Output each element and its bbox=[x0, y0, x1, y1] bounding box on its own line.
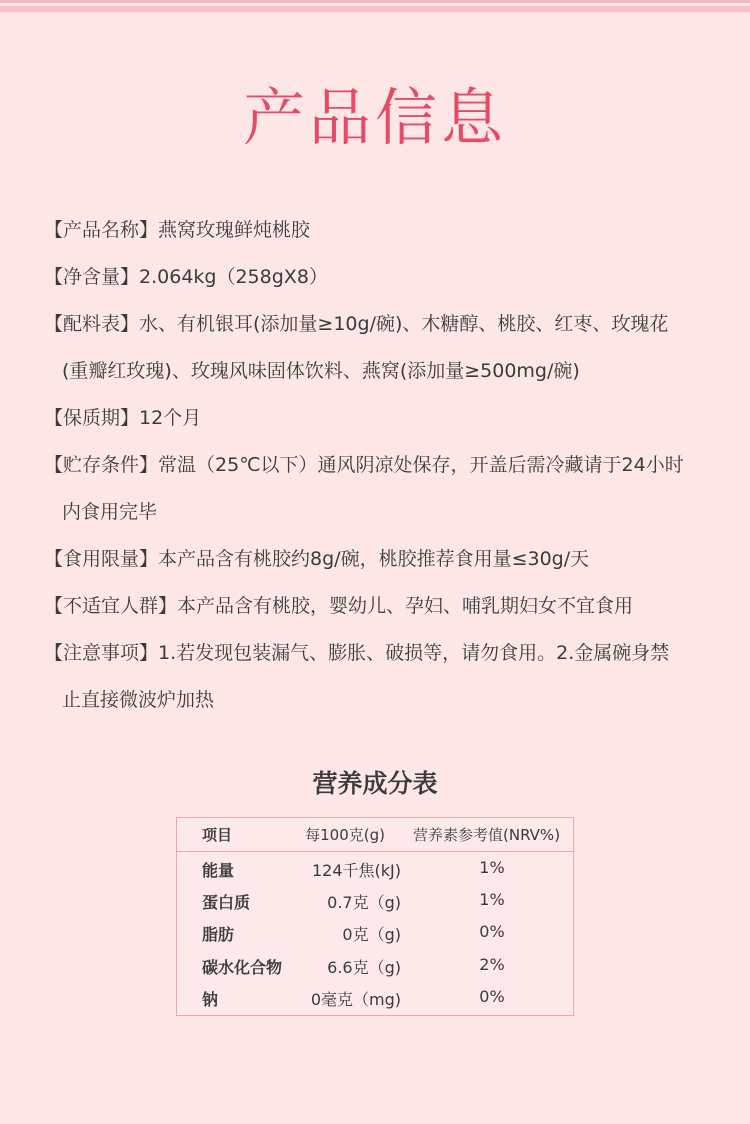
info-label: 【注意事项】 bbox=[44, 642, 159, 664]
nutrient-amount: 0.7克（g) bbox=[327, 893, 401, 912]
header-nrv: 营养素参考值(NRV%) bbox=[413, 826, 561, 844]
info-item-ingredients bbox=[44, 301, 714, 395]
product-info-list bbox=[44, 207, 714, 724]
nutrient-name: 能量 bbox=[202, 861, 235, 880]
nutrient-amount: 124千焦(kJ) bbox=[311, 861, 401, 880]
info-label: 【保质期】 bbox=[44, 407, 140, 429]
nutrient-name: 碳水化合物 bbox=[202, 958, 283, 977]
info-value: 本产品含有桃胶，婴幼儿、孕妇、哺乳期妇女不宜食用 bbox=[177, 595, 634, 617]
nutrient-amount: 0克（g) bbox=[342, 925, 401, 944]
table-row bbox=[177, 981, 573, 1014]
top-decorative-border bbox=[0, 0, 750, 14]
header-item: 项目 bbox=[202, 826, 233, 844]
page-title: 产品信息 bbox=[242, 81, 507, 154]
info-label: 【食用限量】 bbox=[44, 548, 159, 570]
nutrient-amount: 0毫克（mg) bbox=[310, 990, 401, 1009]
nutrition-table bbox=[176, 817, 574, 1016]
info-item-net-weight bbox=[44, 254, 714, 301]
table-row bbox=[177, 949, 573, 982]
info-value-continued: 止直接微波炉加热 bbox=[62, 689, 215, 711]
info-label: 【产品名称】 bbox=[44, 219, 159, 241]
info-item-name bbox=[44, 207, 714, 254]
info-label: 【不适宜人群】 bbox=[44, 595, 178, 617]
info-value-continued: (重瓣红玫瑰)、玫瑰风味固体饮料、燕窝(添加量≥500mg/碗) bbox=[62, 360, 580, 382]
info-item-shelf-life bbox=[44, 395, 714, 442]
nutrient-nrv: 0% bbox=[479, 922, 505, 941]
table-header-row bbox=[177, 818, 573, 852]
info-item-notes bbox=[44, 630, 714, 724]
info-value: 燕窝玫瑰鲜炖桃胶 bbox=[158, 219, 311, 241]
nutrient-nrv: 2% bbox=[479, 955, 505, 974]
header-per-100g: 每100克(g) bbox=[305, 826, 385, 844]
info-value: 12个月 bbox=[139, 407, 202, 429]
info-value: 水、有机银耳(添加量≥10g/碗)、木糖醇、桃胶、红枣、玫瑰花 bbox=[139, 313, 669, 335]
table-row bbox=[177, 852, 573, 885]
info-item-unsuitable bbox=[44, 583, 714, 630]
table-row bbox=[177, 916, 573, 949]
info-value: 常温（25℃以下）通风阴凉处保存，开盖后需冷藏请于24小时 bbox=[158, 454, 684, 476]
info-value: 2.064kg（258gX8） bbox=[139, 266, 328, 288]
info-value: 本产品含有桃胶约8g/碗，桃胶推荐食用量≤30g/天 bbox=[158, 548, 590, 570]
info-value: 1.若发现包装漏气、膨胀、破损等，请勿食用。2.金属碗身禁 bbox=[158, 642, 670, 664]
nutrient-nrv: 1% bbox=[479, 890, 505, 909]
nutrient-amount: 6.6克（g) bbox=[327, 958, 401, 977]
info-value-continued: 内食用完毕 bbox=[62, 501, 158, 523]
info-item-limit bbox=[44, 536, 714, 583]
info-label: 【贮存条件】 bbox=[44, 454, 159, 476]
nutrient-nrv: 0% bbox=[479, 987, 505, 1006]
nutrient-name: 钠 bbox=[202, 990, 219, 1009]
table-row bbox=[177, 884, 573, 917]
nutrient-name: 蛋白质 bbox=[202, 893, 251, 912]
info-label: 【配料表】 bbox=[44, 313, 140, 335]
nutrient-nrv: 1% bbox=[479, 858, 505, 877]
nutrition-title: 营养成分表 bbox=[312, 769, 438, 798]
info-item-storage bbox=[44, 442, 714, 536]
nutrient-name: 脂肪 bbox=[202, 925, 235, 944]
info-label: 【净含量】 bbox=[44, 266, 140, 288]
